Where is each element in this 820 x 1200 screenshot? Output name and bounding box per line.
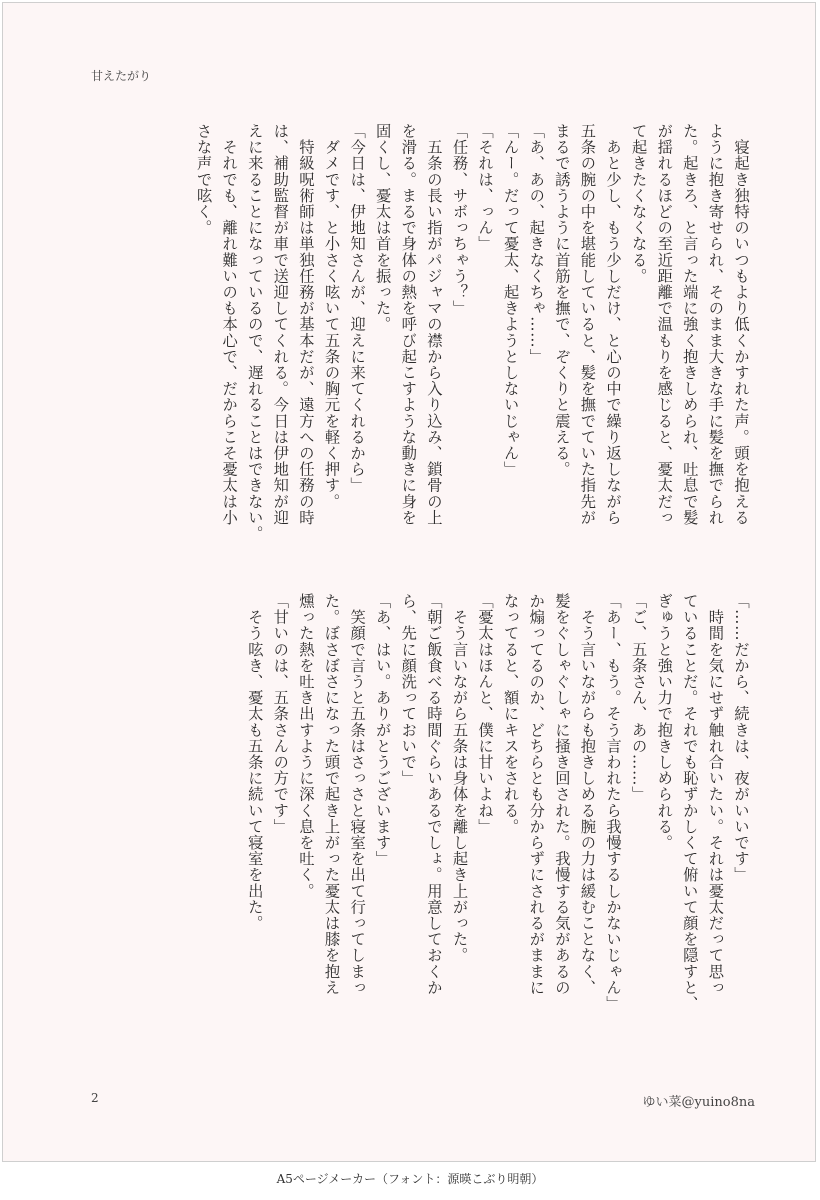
text-line: 五条の腕の中を堪能していると、髪を撫でていた指先が <box>578 123 597 526</box>
text-line: は、補助監督が車で送迎してくれる。今日は伊地知が迎 <box>271 123 290 526</box>
text-line: 笑顔で言うと五条はさっさと寝室を出て行ってしまっ <box>348 593 367 996</box>
text-line: た。ぼさぼさになった頭で起き上がった憂太は膝を抱え <box>322 593 341 996</box>
text-line: ていることだ。それでも恥ずかしくて俯いて顔を隠すと、 <box>680 593 699 1012</box>
text-line: 髪をぐしゃぐしゃに掻き回された。我慢する気があるの <box>552 593 571 996</box>
text-line: 時間を気にせず触れ合いたい。それは憂太だって思っ <box>706 593 725 996</box>
text-line: 「今日は、伊地知さんが、迎えに来てくれるから」 <box>348 123 367 494</box>
text-line: ぎゅうと強い力で抱きしめられる。 <box>655 593 674 851</box>
author-credit: ゆい菜@yuino8na <box>642 1095 755 1110</box>
running-title: 甘えたがり <box>91 69 152 83</box>
text-line: 「憂太はほんと、僕に甘いよね」 <box>476 593 495 835</box>
text-line: 「……だから、続きは、夜がいいです」 <box>732 593 750 883</box>
text-line: そう言いながらも抱きしめる腕の力は緩むことなく、 <box>578 593 597 996</box>
text-line: えに来ることになっているので、遅れることはできない。 <box>245 123 264 542</box>
text-line: か煽ってるのか、どちらとも分からずにされるがままに <box>527 593 546 996</box>
text-line: 「ご、五条さん、あの……」 <box>629 593 648 803</box>
text-line: を滑る。まるで身体の熱を呼び起こすような動きに身を <box>399 123 418 526</box>
text-line: まるで誘うように首筋を撫で、ぞくりと震える。 <box>552 123 571 478</box>
page <box>2 2 816 1162</box>
text-line: 固くし、憂太は首を振った。 <box>373 123 392 333</box>
text-block-top <box>93 123 753 563</box>
text-line: て起きたくなくなる。 <box>629 123 648 284</box>
text-line: そう言いながら五条は身体を離し起き上がった。 <box>450 593 469 964</box>
text-line: 五条の長い指がパジャマの襟から入り込み、鎖骨の上 <box>424 123 443 526</box>
text-line: が揺れるほどの至近距離で温もりを感じると、憂太だっ <box>655 123 674 526</box>
text-line: ダメです、と小さく呟いて五条の胸元を軽く押す。 <box>322 123 341 510</box>
text-line: ように抱き寄せられ、そのまま大きな手に髪を撫でられ <box>706 123 725 526</box>
text-line: ら、先に顔洗っておいで」 <box>399 593 418 787</box>
text-line: 「任務、サボっちゃう？」 <box>450 123 469 317</box>
text-line: 「甘いのは、五条さんの方です」 <box>271 593 290 835</box>
text-line: 「朝ご飯食べる時間ぐらいあるでしょ。用意しておくか <box>424 593 443 996</box>
text-block-bottom <box>93 593 753 1033</box>
text-line: た。起きろ、と言った端に強く抱きしめられ、吐息で髪 <box>680 123 699 526</box>
text-line: 「それは、っん」 <box>476 123 495 252</box>
text-line: あと少し、もう少しだけ、と心の中で繰り返しながら <box>604 123 623 526</box>
text-line: それでも、離れ難いのも本心で、だからこそ憂太は小 <box>220 123 239 526</box>
text-line: 「あ、あの、起きなくちゃ……」 <box>527 123 546 365</box>
app-caption: A5ページメーカー（フォント：源暎こぶり明朝） <box>276 1172 544 1186</box>
text-line: なってると、額にキスをされる。 <box>501 593 520 835</box>
page-number: 2 <box>91 1091 99 1105</box>
text-line: さな声で呟く。 <box>194 123 213 236</box>
text-line: 「んー。だって憂太、起きようとしないじゃん」 <box>501 123 520 478</box>
text-line: 特級呪術師は単独任務が基本だが、遠方への任務の時 <box>296 123 315 526</box>
text-line: 寝起き独特のいつもより低くかすれた声。頭を抱える <box>732 123 750 526</box>
text-line: 「あ、はい。ありがとうございます」 <box>373 593 392 867</box>
text-line: そう呟き、憂太も五条に続いて寝室を出た。 <box>245 593 264 932</box>
text-line: 「あー、もう。そう言われたら我慢するしかないじゃん」 <box>604 593 623 1012</box>
text-line: 燻った熱を吐き出すように深く息を吐く。 <box>296 593 315 899</box>
